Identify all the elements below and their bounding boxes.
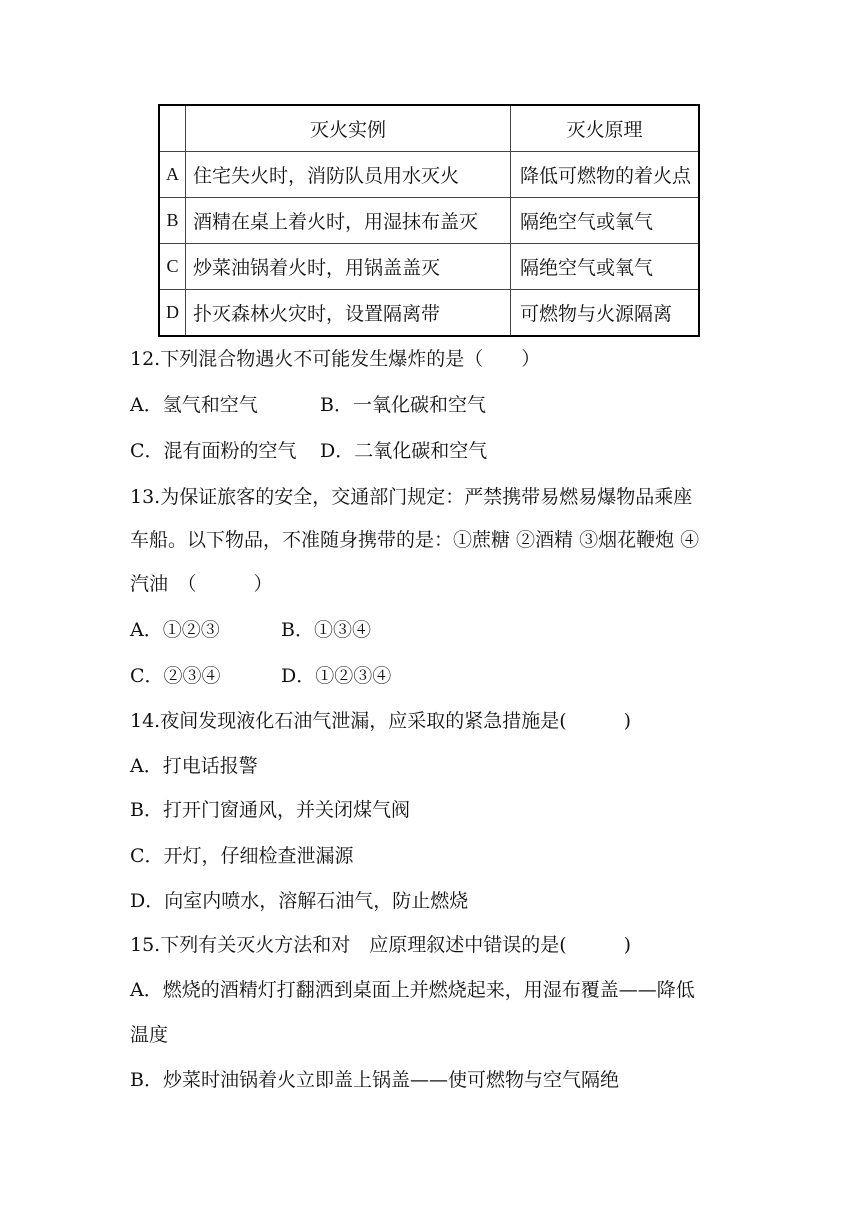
table-row [159, 198, 699, 244]
q15-option-b: B．炒菜时油锅着火立即盖上锅盖——使可燃物与空气隔绝 [130, 1069, 619, 1091]
q13-option-d: D．①②③④ [281, 665, 392, 687]
q12-option-a: A．氢气和空气 [130, 394, 258, 416]
q13-stem-line3: 汽油 （ ） [130, 573, 273, 595]
q12-option-c: C．混有面粉的空气 [130, 440, 297, 462]
q12-options-row1 [130, 392, 486, 418]
header-principle: 灭火原理 [511, 105, 700, 152]
row-letter: A [159, 152, 186, 198]
table-row [159, 152, 699, 198]
q14-stem: 14.夜间发现液化石油气泄漏，应采取的紧急措施是( ) [130, 710, 632, 732]
q12-stem: 12.下列混合物遇火不可能发生爆炸的是（ ） [130, 348, 541, 370]
row-example: 扑灭森林火灾时，设置隔离带 [186, 290, 511, 337]
q12-options-row2 [130, 438, 488, 464]
row-letter: C [159, 244, 186, 290]
q14-option-d: D．向室内喷水，溶解石油气，防止燃烧 [130, 890, 469, 912]
q15-stem: 15.下列有关灭火方法和对 应原理叙述中错误的是( ) [130, 934, 632, 956]
row-letter: B [159, 198, 186, 244]
q13-options-row2 [130, 663, 392, 689]
row-principle: 隔绝空气或氧气 [511, 198, 700, 244]
q13-option-c: C．②③④ [130, 665, 221, 687]
q13-options-row1 [130, 617, 371, 643]
table-header-row [159, 105, 699, 152]
q13-option-b: B．①③④ [281, 619, 371, 641]
fire-extinguishing-table [158, 104, 700, 337]
row-principle: 降低可燃物的着火点 [511, 152, 700, 198]
q13-stem-line2: 车船。以下物品，不准随身携带的是：①蔗糖 ②酒精 ③烟花鞭炮 ④ [130, 529, 700, 551]
row-example: 炒菜油锅着火时，用锅盖盖灭 [186, 244, 511, 290]
q12-option-b: B．一氧化碳和空气 [320, 394, 486, 416]
row-example: 酒精在桌上着火时，用湿抹布盖灭 [186, 198, 511, 244]
header-example: 灭火实例 [186, 105, 511, 152]
q13-option-a: A．①②③ [130, 619, 220, 641]
header-blank-cell [159, 105, 186, 152]
q15-option-a-line2: 温度 [130, 1024, 169, 1046]
q13-stem-line1: 13.为保证旅客的安全，交通部门规定：严禁携带易燃易爆物品乘座 [130, 486, 693, 508]
q15-option-a-line1: A．燃烧的酒精灯打翻洒到桌面上并燃烧起来，用湿布覆盖——降低 [130, 979, 695, 1001]
q14-option-c: C．开灯，仔细检查泄漏源 [130, 845, 354, 867]
row-example: 住宅失火时，消防队员用水灭火 [186, 152, 511, 198]
row-principle: 可燃物与火源隔离 [511, 290, 700, 337]
table-row [159, 290, 699, 337]
row-letter: D [159, 290, 186, 337]
q14-option-b: B．打开门窗通风，并关闭煤气阀 [130, 799, 410, 821]
row-principle: 隔绝空气或氧气 [511, 244, 700, 290]
q12-option-d: D．二氧化碳和空气 [320, 440, 488, 462]
q14-option-a: A．打电话报警 [130, 755, 258, 777]
table-row [159, 244, 699, 290]
